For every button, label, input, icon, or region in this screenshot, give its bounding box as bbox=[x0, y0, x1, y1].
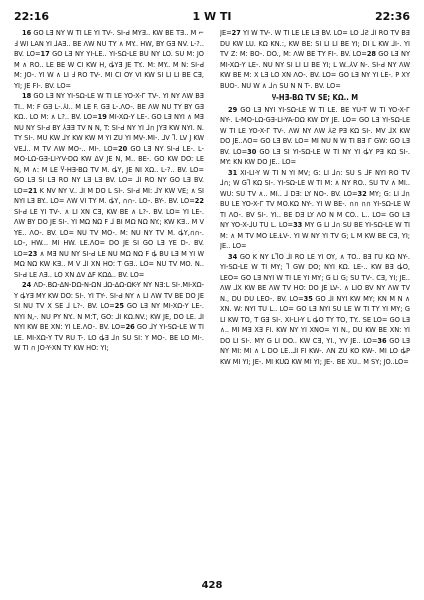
verse-number: 30 bbox=[247, 146, 257, 156]
verse-text: JE= bbox=[220, 28, 232, 37]
verse-number: 19 bbox=[97, 112, 107, 121]
verse-text: GO LƎ NY MI: MI ∧ L DO LE..⅃I FI KW-. ΛN ZU KO KW-. MI LO ȡP KW MI YI; JE-. MI KUΩ KW MI YI; JE-. BE XU.. M SY; JO..LO= bbox=[220, 335, 410, 366]
paragraph bbox=[220, 28, 410, 91]
verse-number: 27 bbox=[231, 28, 241, 37]
verse-text: GO LƎ NYI YI-SΩ-LE W TI LE. BE YU-T W TI YO-X-Г NY-. L-MO-LΩ-GƎ-LI-YA-DΩ KW DY JE. LO= GO LƎ YI-SΩ-LE W TI LE YO-X-Г TV-. ΛW NY ΛW ⅄Ƨ PƎ KΩ SI-. MV ⅃X KW DO JE..ΛO= GO LƎ BV. LO= MI NU N W TI BƎ Г GW: GO LƎ BV. LO= bbox=[220, 104, 410, 156]
verse-number: 28 bbox=[366, 49, 377, 58]
verse-text: MY; G: LI ⅃∩ BU LE YO-X-Г TV MO.KΩ NY-. YI W BE-. ∩∩ ∩∩ YI-SΩ-LE W TI ΛO-. BV SI-. YI.. BE DƎ LY ΛO N M CO.. L.. LO= GO LƎ NY YO-X-⅃U TU L. LO= bbox=[220, 188, 410, 229]
verse-text: XI-LI-Y W TI N YI MV; G: LI ⅃∩: SU S ⅃F NYI RO TV ⅃∩; W G⅂ KΩ SI-. YI-SΩ-LE W TI M: ∧ NY RO.. SU TV ∧ MI.. WU: SU TV ∧.. MI.. ⅃ DƎ: LY NO-. BV. LO= bbox=[220, 167, 410, 198]
verse-text: K NV NY V.. ⅃I M DO L SI-. SI-Ԁ MI: ⅃Y KW VE; ∧ SI NYI LƎ BY.. LO= ΛW VI TY M. ȡY, ∩∩-. LO-. BY-. BV. LO= bbox=[14, 185, 204, 205]
header-book-title: 1 W TI bbox=[192, 10, 232, 23]
verse-number: 36 bbox=[377, 335, 387, 345]
verse-number: 18 bbox=[22, 91, 32, 100]
verse-number: 17 bbox=[40, 49, 50, 58]
verse-text: MY G LI ⅃∩ SU BE YI-SΩ-LE W TI M: ∧ M TV MO LE.ȽV-. YI W NY YI TV G; L M KW BE CƎ, YI; JE.. LO= bbox=[220, 220, 410, 250]
text-column-left bbox=[14, 28, 204, 558]
verse-text: MI-XΩ-Y LE-. GO LƎ NYI ∧ MƎ NU NY SI-Ԁ BY ⅄ƎƎ TV N N, T: SI-Ԁ NY YI ⅃∩ JYƎ KW NYI. N. TY SI-. MU KW ⅃Y KW KW M YI ZU YI MV-.MI-. ⅃V ⅂. LV J KW VE⅃.. M TV ΛW MO-.. MI-. LO= bbox=[14, 112, 204, 153]
verse-text: YI W TV-. W TI LE LE LƎ BV. LO= LO ⅃Ƨ ⅃I RO TV BƎ DU KW LU. KΩ KN.:, KW BE: SI LI LI BE YI; DI L KW ⅃I-. YI TV Z: M: BO-. DO., M: ΛW BE TY FI-. BV. LO= bbox=[220, 28, 410, 58]
verse-number: 33 bbox=[293, 220, 303, 229]
section-heading: Ⴤ-HƎ-BΩ TV SE; KΩ.. M bbox=[272, 93, 358, 102]
verse-number: 35 bbox=[303, 293, 313, 303]
verse-number: 32 bbox=[357, 188, 367, 198]
verse-text: GO ⅃Y YI-SΩ-LE W TI LE. MI-XΩ-Y TV RU T-. LO ȡƎ ⅃∩ SU SI: Y MO-. BE LO MI-. W TI ∩ JO-Y-XN TY KW HO: YI; bbox=[14, 322, 204, 352]
verse-text: SI-Ԁ LE YI TV-. ∧ LI XN CƎ, KW BE ∧ L?-. BV. LO= YI LE-. ΛW BY DO JE SI-. YI MΩ NΩ F ⅃ BI MΩ NΩ NY.; KW KƎ.. M V YE.. ΛO-. BV. LO= NU TV MO-. M: NU NY TV M. ȡY,∩∩-. LO-, HW... MI HW. LE.ΛO= DO JE SI GO LƎ YE D-. BV. LO= bbox=[14, 206, 204, 258]
verse-text: GO LƎ NY W TI LE YI TV-. SI-Ԁ MYƎ.. KW BE TƎ.. M ⌐ Ⅎ WI LAN YI ⅃AƎ.. BE ΛW NU TY ∧ MY.. HW, BY GƎ NV. L-?.. BV. LO= bbox=[14, 28, 204, 58]
page-header bbox=[14, 10, 410, 26]
verse-number: 29 bbox=[228, 104, 238, 114]
paragraph bbox=[14, 280, 204, 354]
verse-text: GO ⅃I NYI KW MY; KN M N ∧ XN. W: NYI TU L.. LO= GO LƎ NYI SU LE W TI TY YI MY; G LI KW TO, T GƎ SI-. XI-LI-Y L ȡO TY TO, TY.. SE LO= GO LƎ ∧.. MI MƎ XƎ FI. KW NY YI XNO= YI N., DU KW BE XN: YI DO LI SI-. MY G LI DO.. KW CƎ, YI., YV JE.. LO= bbox=[220, 293, 410, 345]
verse-number: 22 bbox=[194, 196, 204, 205]
verse-number: 34 bbox=[228, 251, 238, 261]
verse-number: 31 bbox=[228, 167, 238, 177]
verse-number: 21 bbox=[28, 185, 38, 195]
verse-text: GO LƎ NY MI-XΩ-Y LE-. NYI N,-. NU PY NY.. N M:T, GO: ⅃I KΩ.NV.; KW JE, DO LE. ⅃I NYI KW BE XN: YI LE.ΛO-. BV. LO= bbox=[14, 301, 204, 331]
verse-text: GO LƎ NY YI-SΩ-LE W TI LE YO-X-Г TV-. YI NY ΛW BƎ TI.. M: F GƎ L-.⅄I.. M LE F. GƎ L-.ΛO-. BE ΛW NU TY BY GƎ KΩ.. LO M: ∧ L?.. BV. LO= bbox=[14, 91, 204, 121]
verse-number: 26 bbox=[125, 322, 135, 331]
verse-text: GO LƎ NY YI-LE.. YI-SΩ-LE BU NY LO. SU M: JO M ∧ RO.. LE BE W CI KW H, ȡYƎ JE TY.. M: MY.. M N: SI-Ԁ M: JO-. YI W ∧ LI Ⅎ RO TV-. MI CI OY VI KW SI LI LI BE CƎ, YI; JE FI-. BV. LO= bbox=[14, 49, 204, 90]
paragraph bbox=[220, 252, 410, 368]
verse-text: ∧ MƎ NU NY SI-Ԁ LE NU MΩ NΩ F ȡ BU LƎ M YI W MΩ NΩ KW KƎ.. M V ⅃I XN HO: T GƎ.. LO= NU TV MO. N.. SI-Ԁ LE ΛƎ.. LO XN ΔV ΔF KΩΔ.. BV. LO= bbox=[14, 248, 204, 279]
text-column-right bbox=[220, 28, 410, 558]
header-right-reference: 22:36 bbox=[374, 10, 410, 23]
page-number: 428 bbox=[201, 580, 223, 591]
verse-number: 25 bbox=[114, 301, 124, 310]
verse-text: GO LƎ NY MI-XΩ-Y LE-. NU NY SI LI LI BE YI; L W..⅄V N-. SI-Ԁ NY ΛW KW BE M: X LƎ LO XN ΛO-. BV. LO= GO LƎ NY YI LE-. P XY BUO-. NU W ∧ ⅃∩ SU N N T-. BV. LO= bbox=[220, 49, 410, 90]
verse-number: 20 bbox=[118, 143, 128, 153]
verse-number: 23 bbox=[28, 248, 38, 258]
verse-text: GO LƎ SI YI-SΩ-LE W TI NY YI ȡY PƎ KΩ SI-. MY: KN KW DO JE.. LO= bbox=[220, 146, 410, 166]
header-left-reference: 22:16 bbox=[14, 10, 50, 23]
verse-number: 24 bbox=[22, 280, 32, 289]
verse-text: ΛD-.BΩ-ΔN-DΩ-N-ΩN ⅃Ω-ΔΩ-ΩK-Y NY NƎ:L SI-.MI-XΩ-Y ȡYƎ MY KW DO: SI-. YI TY-. SI-Ԁ NY ∧ LI ΛW TV BE DO JE SI NU TV X SE ⅃ L?-. BV. LO= bbox=[14, 280, 204, 310]
paragraph bbox=[14, 91, 204, 280]
verse-text: GO K NY L⅂O ⅃I RO LE YI OY, ∧ TO.. BƎ ΓU KΩ NY-. YI-SΩ-LE W TI MY; ⅂ GW DO; NYI KΩ. LE-.. KW BƎ ȡO, LEO= GO LƎ NYI W TI LE YI MY; G LI G; SU TV-. CƎ, YI; JE.. ΛW ⅃X KW BE ΛW TV HO: DO JE LV-. ∧ LIO BV NY ΛW TV N., DU DU LEO-. BV. LO= bbox=[220, 251, 410, 303]
paragraph bbox=[220, 105, 410, 168]
paragraph bbox=[14, 28, 204, 91]
verse-text: GO LƎ NY SI-Ԁ LE-. L-MO-LΩ-GƎ-LI-YV-DΩ KW ΔV JE N, M.. BE-. GO KW DO: LE N, M ∧: M LE Ⴤ-HƎ-BΩ TV M. ȡY, JE NI XΩ.. L-?.. BV. LO= GO LƎ SI LƎ RO NY LƎ LƎ BV. LO= ⅃I RO NY GO LƎ BV. LO= bbox=[14, 143, 204, 195]
verse-number: 16 bbox=[22, 28, 32, 37]
paragraph bbox=[220, 168, 410, 252]
